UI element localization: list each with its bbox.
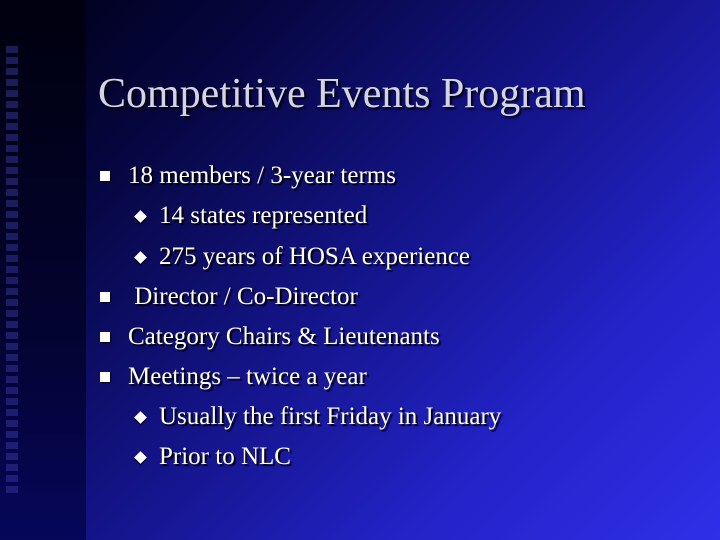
bullet-text: Meetings – twice a year bbox=[128, 363, 367, 390]
sub-bullet-item bbox=[159, 441, 291, 473]
diamond-bullet-icon bbox=[134, 251, 147, 264]
bullet-item bbox=[128, 321, 440, 353]
diamond-bullet-icon bbox=[134, 210, 147, 223]
square-bullet-icon bbox=[100, 372, 110, 382]
bullet-text: Usually the first Friday in January bbox=[159, 403, 502, 430]
sub-bullet-item bbox=[159, 241, 470, 273]
bullet-item bbox=[128, 281, 358, 313]
bullet-text: 275 years of HOSA experience bbox=[159, 243, 471, 270]
bullet-text: 14 states represented bbox=[159, 202, 368, 229]
diamond-bullet-icon bbox=[134, 411, 147, 424]
bullet-item bbox=[128, 361, 367, 393]
bullet-item bbox=[128, 160, 396, 192]
slide-title: Competitive Events Program bbox=[98, 71, 586, 117]
sub-bullet-item bbox=[159, 401, 501, 433]
square-bullet-icon bbox=[100, 171, 110, 181]
bullet-text: Category Chairs & Lieutenants bbox=[128, 323, 440, 350]
square-bullet-icon bbox=[100, 332, 110, 342]
bullet-text: Prior to NLC bbox=[159, 443, 291, 470]
square-bullet-icon bbox=[100, 292, 110, 302]
bullet-text: 18 members / 3-year terms bbox=[128, 162, 396, 189]
sub-bullet-item bbox=[159, 200, 367, 232]
diamond-bullet-icon bbox=[134, 451, 147, 464]
bullet-text: Director / Co-Director bbox=[128, 283, 358, 310]
